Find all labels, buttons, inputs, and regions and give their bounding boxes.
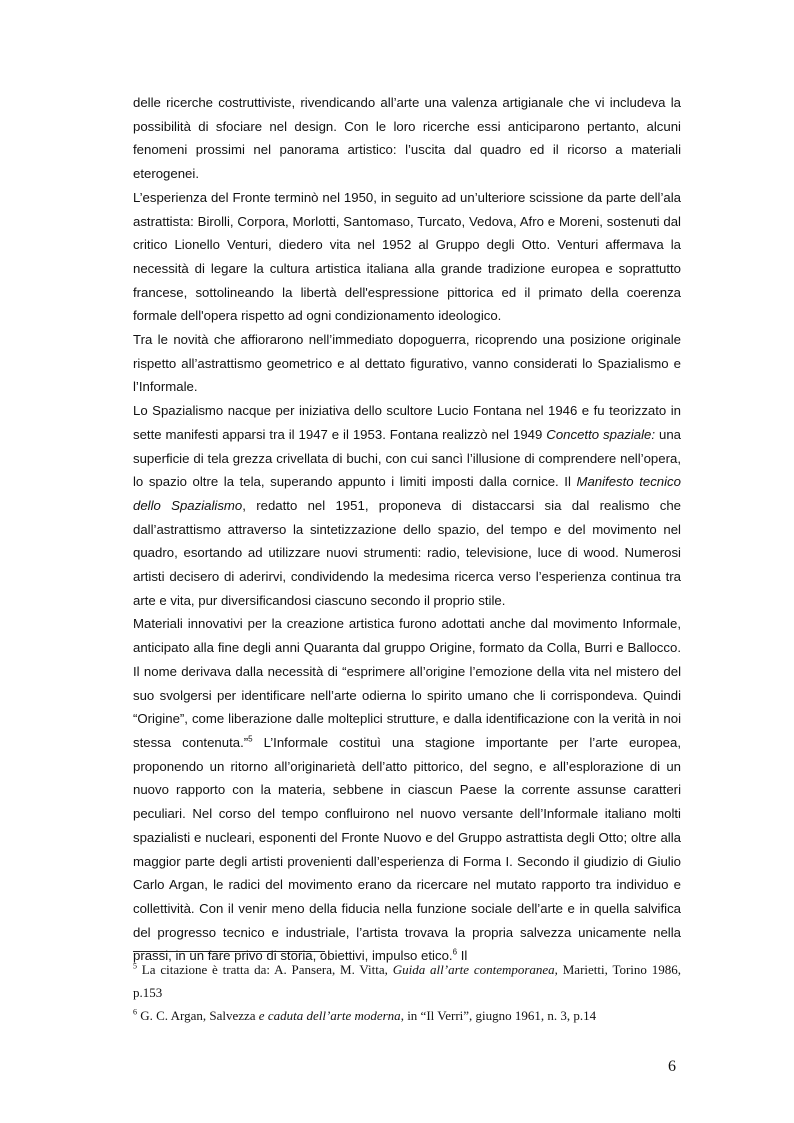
- page-number: 6: [668, 1058, 676, 1075]
- footnote-ref[interactable]: 6: [452, 947, 458, 957]
- text-segment: , redatto nel 1951, proponeva di distaccarsi sia dal realismo che dall’astrattismo attraverso la sintetizzazione dello spazio, del tempo e del movimento nel quadro, esortando ad utilizzare nuovi strumenti: radio, televisione, luce di wood. Numerosi artisti decisero di aderirvi, condividendo la medesima ricerca verso l’esperienza continua tra arte e vita, pur diversificandosi ciascuno secondo il proprio stile.: [133, 497, 681, 608]
- footnote-separator: [133, 951, 325, 952]
- book-title: Guida all’arte contemporanea,: [392, 962, 558, 977]
- text-segment: Materiali innovativi per la creazione artistica furono adottati anche dal movimento Informale, anticipato alla fine degli anni Quaranta dal gruppo Origine, formato da Colla, Burri e Ballocco. Il nome derivava dalla necessità di “esprimere all’origine l’emozione della vita nel mistero del suo svolgersi per identificare nell’arte odierna lo spirito umano che li corrispondeva. Quindi “Origine”, come liberazione dalle molteplici strutture, e dalla identificazione con la verità in noi stessa contenuta.”: [133, 616, 681, 750]
- article-title: e caduta dell’arte moderna: [258, 1008, 401, 1023]
- manifesto-title: Manifesto tecnico dello Spazialismo: [133, 474, 681, 513]
- text-segment: Marietti, Torino 1986, p.153: [133, 962, 681, 1000]
- text-segment: G. C. Argan, Salvezza: [137, 1008, 259, 1023]
- text-segment: La citazione è tratta da: A. Pansera, M. Vitta,: [137, 962, 393, 977]
- text-segment: Il: [457, 948, 468, 964]
- text-segment: Lo Spazialismo nacque per iniziativa dello scultore Lucio Fontana nel 1946 e fu teorizzato in sette manifesti apparsi tra il 1947 e il 1953. Fontana realizzò nel 1949: [133, 403, 681, 442]
- paragraph: [133, 399, 681, 612]
- body-text: [133, 91, 681, 968]
- text-segment: , in “Il Verri”, giugno 1961, n. 3, p.14: [400, 1008, 597, 1023]
- paragraph: [133, 328, 681, 399]
- footnote: [133, 1004, 681, 1027]
- paragraph: [133, 91, 681, 186]
- paragraph: [133, 186, 681, 328]
- footnote: [133, 958, 681, 1004]
- artwork-title: Concetto spaziale:: [546, 426, 656, 442]
- text-segment: Tra le novità che affiorarono nell’immediato dopoguerra, ricoprendo una posizione originale rispetto all’astrattismo geometrico e al dettato figurativo, vanno considerati lo Spazialismo e l’Informale.: [133, 332, 681, 395]
- footnote-ref[interactable]: 5: [248, 734, 253, 744]
- text-segment: L’Informale costituì una stagione importante per l’arte europea, proponendo un ritorno all’originarietà dell’atto pittorico, del segno, e all’esplorazione di un nuovo rapporto con la materia, sebbene in ciascun Paese la corrente assunse caratteri peculiari. Nel corso del tempo confluirono nel nuovo versante dell’Informale italiano molti spazialisti e nucleari, esponenti del Fronte Nuovo e del Gruppo astrattista degli Otto; oltre alla maggior parte degli artisti provenienti dall’esperienza di Forma I. Secondo il giudizio di Giulio Carlo Argan, le radici del movimento erano da ricercare nel mutato rapporto tra individuo e collettività. Con il venir meno della fiducia nella funzione sociale dell’arte e in quella salvifica del progresso tecnico e industriale, l’artista trovava la propria salvezza unicamente nella prassi, in un fare privo di storia, obiettivi, impulso etico.: [133, 734, 682, 964]
- paragraph: [133, 612, 681, 968]
- text-segment: L’esperienza del Fronte terminò nel 1950, in seguito ad un’ulteriore scissione da parte dell’ala astrattista: Birolli, Corpora, Morlotti, Santomaso, Turcato, Vedova, Afro e Moreni, sostenuti dal critico Lionello Venturi, diedero vita nel 1952 al Gruppo degli Otto. Venturi affermava la necessità di legare la cultura artistica italiana alla grande tradizione europea e soprattutto francese, sottolineando la libertà dell'espressione pittorica ed il primato della coerenza formale dell'opera rispetto ad ogni condizionamento ideologico.: [133, 189, 681, 324]
- footnote-marker: 5: [133, 961, 137, 971]
- text-segment: una superficie di tela grezza crivellata di buchi, con cui sancì l’illusione di comprendere nell’opera, lo spazio oltre la tela, superando appunto i limiti imposti dalla cornice. Il: [133, 426, 681, 490]
- footnote-marker: 6: [133, 1007, 137, 1017]
- text-segment: delle ricerche costruttiviste, rivendicando all’arte una valenza artigianale che vi includeva la possibilità di sfociare nel design. Con le loro ricerche essi anticiparono pertanto, alcuni fenomeni prossimi nel panorama artistico: l’uscita dal quadro ed il ricorso a materiali eterogenei.: [133, 95, 681, 182]
- footnotes: [133, 958, 681, 1027]
